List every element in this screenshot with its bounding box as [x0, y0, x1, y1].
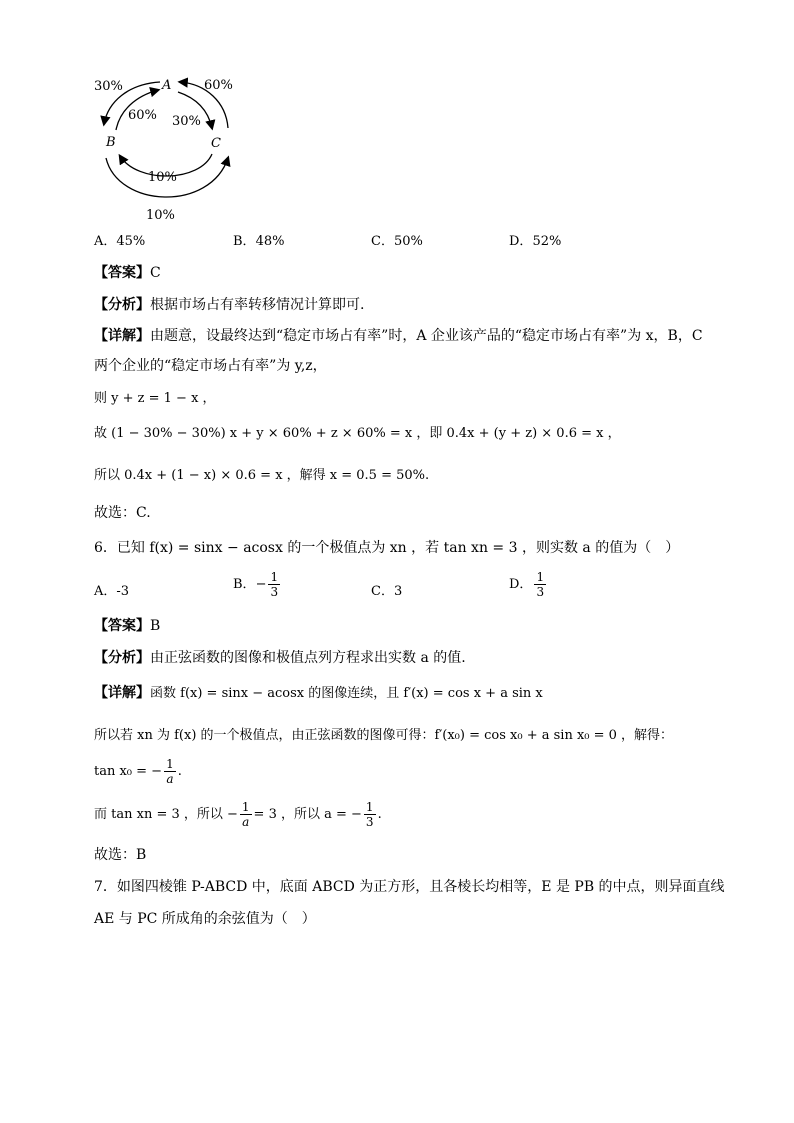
option-text: 48% [255, 234, 285, 249]
answer-tag: 【答案】 [94, 265, 150, 281]
q5-detail-line1 [94, 325, 703, 345]
option-letter: B． [233, 234, 256, 249]
denominator: 3 [270, 585, 279, 599]
analysis-text: 由正弦函数的图像和极值点列方程求出实数 a 的值. [150, 650, 466, 666]
q6-option-a: A．-3 [94, 584, 130, 599]
transfer-diagram-svg [88, 72, 248, 224]
option-letter: C． [371, 234, 394, 249]
option-letter: A． [94, 234, 117, 249]
option-text: 52% [532, 234, 562, 249]
denominator: a [242, 815, 250, 829]
denominator: 3 [365, 815, 374, 829]
q5-option-c [371, 230, 423, 249]
fraction [268, 570, 280, 599]
numerator: 1 [166, 757, 174, 771]
q6-choose: 故选：B [94, 847, 147, 863]
q5-answer [94, 262, 161, 282]
q7-line2: AE 与 PC 所成角的余弦值为（ ） [94, 911, 316, 927]
label-b-to-a-inner: 60% [128, 108, 157, 123]
denominator: a [166, 772, 174, 786]
node-a-label: A [162, 78, 172, 93]
q6-option-b [233, 570, 282, 599]
q6-answer [94, 615, 160, 635]
fraction [240, 800, 252, 829]
detail-tag: 【详解】 [94, 328, 150, 344]
label-a-to-c-inner: 30% [172, 114, 201, 129]
label-b-to-c-outer: 10% [146, 208, 175, 223]
numerator: 1 [241, 800, 250, 814]
q6-line-if: 所以若 xn 为 f(x) 的一个极值点，由正弦函数的图像可得：f′(x₀) = cos x₀ + a sin x₀ = 0 ，解得： [94, 728, 674, 743]
fraction [364, 800, 376, 829]
denominator: 3 [536, 585, 545, 599]
q6-option-d [509, 570, 548, 599]
detail-text: 由题意，设最终达到“稳定市场占有率”时，A 企业该产品的“稳定市场占有率”为 x，B，C [150, 328, 703, 344]
q6-detail [94, 682, 543, 702]
label-c-to-a-outer: 60% [204, 78, 233, 93]
market-transfer-diagram [88, 72, 248, 224]
and-prefix: 而 tan xn = 3 ，所以 − [94, 807, 238, 822]
answer-value: C [150, 265, 161, 281]
q5-line-so: 故 (1 − 30% − 30%) x + y × 60% + z × 60% = x ，即 0.4x + (y + z) × 0.6 = x ， [94, 426, 621, 441]
q5-option-a [94, 230, 145, 249]
q5-line-then: 则 y + z = 1 − x ， [94, 391, 216, 406]
q5-option-d [509, 230, 561, 249]
analysis-tag: 【分析】 [94, 650, 150, 666]
analysis-text: 根据市场占有率转移情况计算即可. [150, 297, 365, 313]
numerator: 1 [365, 800, 374, 814]
option-text: 45% [116, 234, 146, 249]
q5-choose: 故选：C. [94, 505, 151, 521]
q5-line-hence: 所以 0.4x + (1 − x) × 0.6 = x ，解得 x = 0.5 = 50%. [94, 468, 430, 483]
q6-and-line [94, 800, 382, 829]
analysis-tag: 【分析】 [94, 297, 150, 313]
node-c-label: C [211, 136, 221, 151]
q6-stem: 6．已知 f(x) = sinx − acosx 的一个极值点为 xn ，若 tan xn = 3 ，则实数 a 的值为（ ） [94, 540, 680, 556]
option-letter: D． [509, 577, 533, 592]
tan-prefix: tan x₀ = − [94, 764, 163, 779]
tan-suffix: . [177, 764, 182, 779]
q6-option-c: C．3 [371, 584, 403, 599]
fraction [534, 570, 546, 599]
numerator: 1 [536, 570, 545, 584]
fraction [164, 757, 176, 786]
q5-analysis [94, 294, 364, 314]
node-b-label: B [106, 135, 116, 150]
answer-value: B [150, 618, 161, 634]
q7-line1: 7．如图四棱锥 P-ABCD 中，底面 ABCD 为正方形，且各棱长均相等，E 是 PB 的中点，则异面直线 [94, 879, 725, 895]
q5-option-b [233, 230, 284, 249]
option-text: 50% [393, 234, 423, 249]
numerator: 1 [270, 570, 279, 584]
and-suffix: . [377, 807, 382, 822]
q6-tan-line [94, 757, 182, 786]
detail-text: 函数 f(x) = sinx − acosx 的图像连续，且 f′(x) = cos x + a sin x [150, 686, 543, 701]
detail-tag: 【详解】 [94, 685, 150, 701]
and-middle: = 3 ，所以 a = − [253, 807, 362, 822]
answer-tag: 【答案】 [94, 618, 150, 634]
q6-analysis [94, 647, 466, 667]
option-letter: B． [233, 577, 256, 592]
label-a-to-b-outer: 30% [94, 79, 123, 94]
label-c-to-b-inner: 10% [148, 170, 177, 185]
option-sign: − [255, 577, 267, 592]
option-letter: D． [509, 234, 533, 249]
q5-detail-line2: 两个企业的“稳定市场占有率”为 y,z， [94, 358, 327, 374]
